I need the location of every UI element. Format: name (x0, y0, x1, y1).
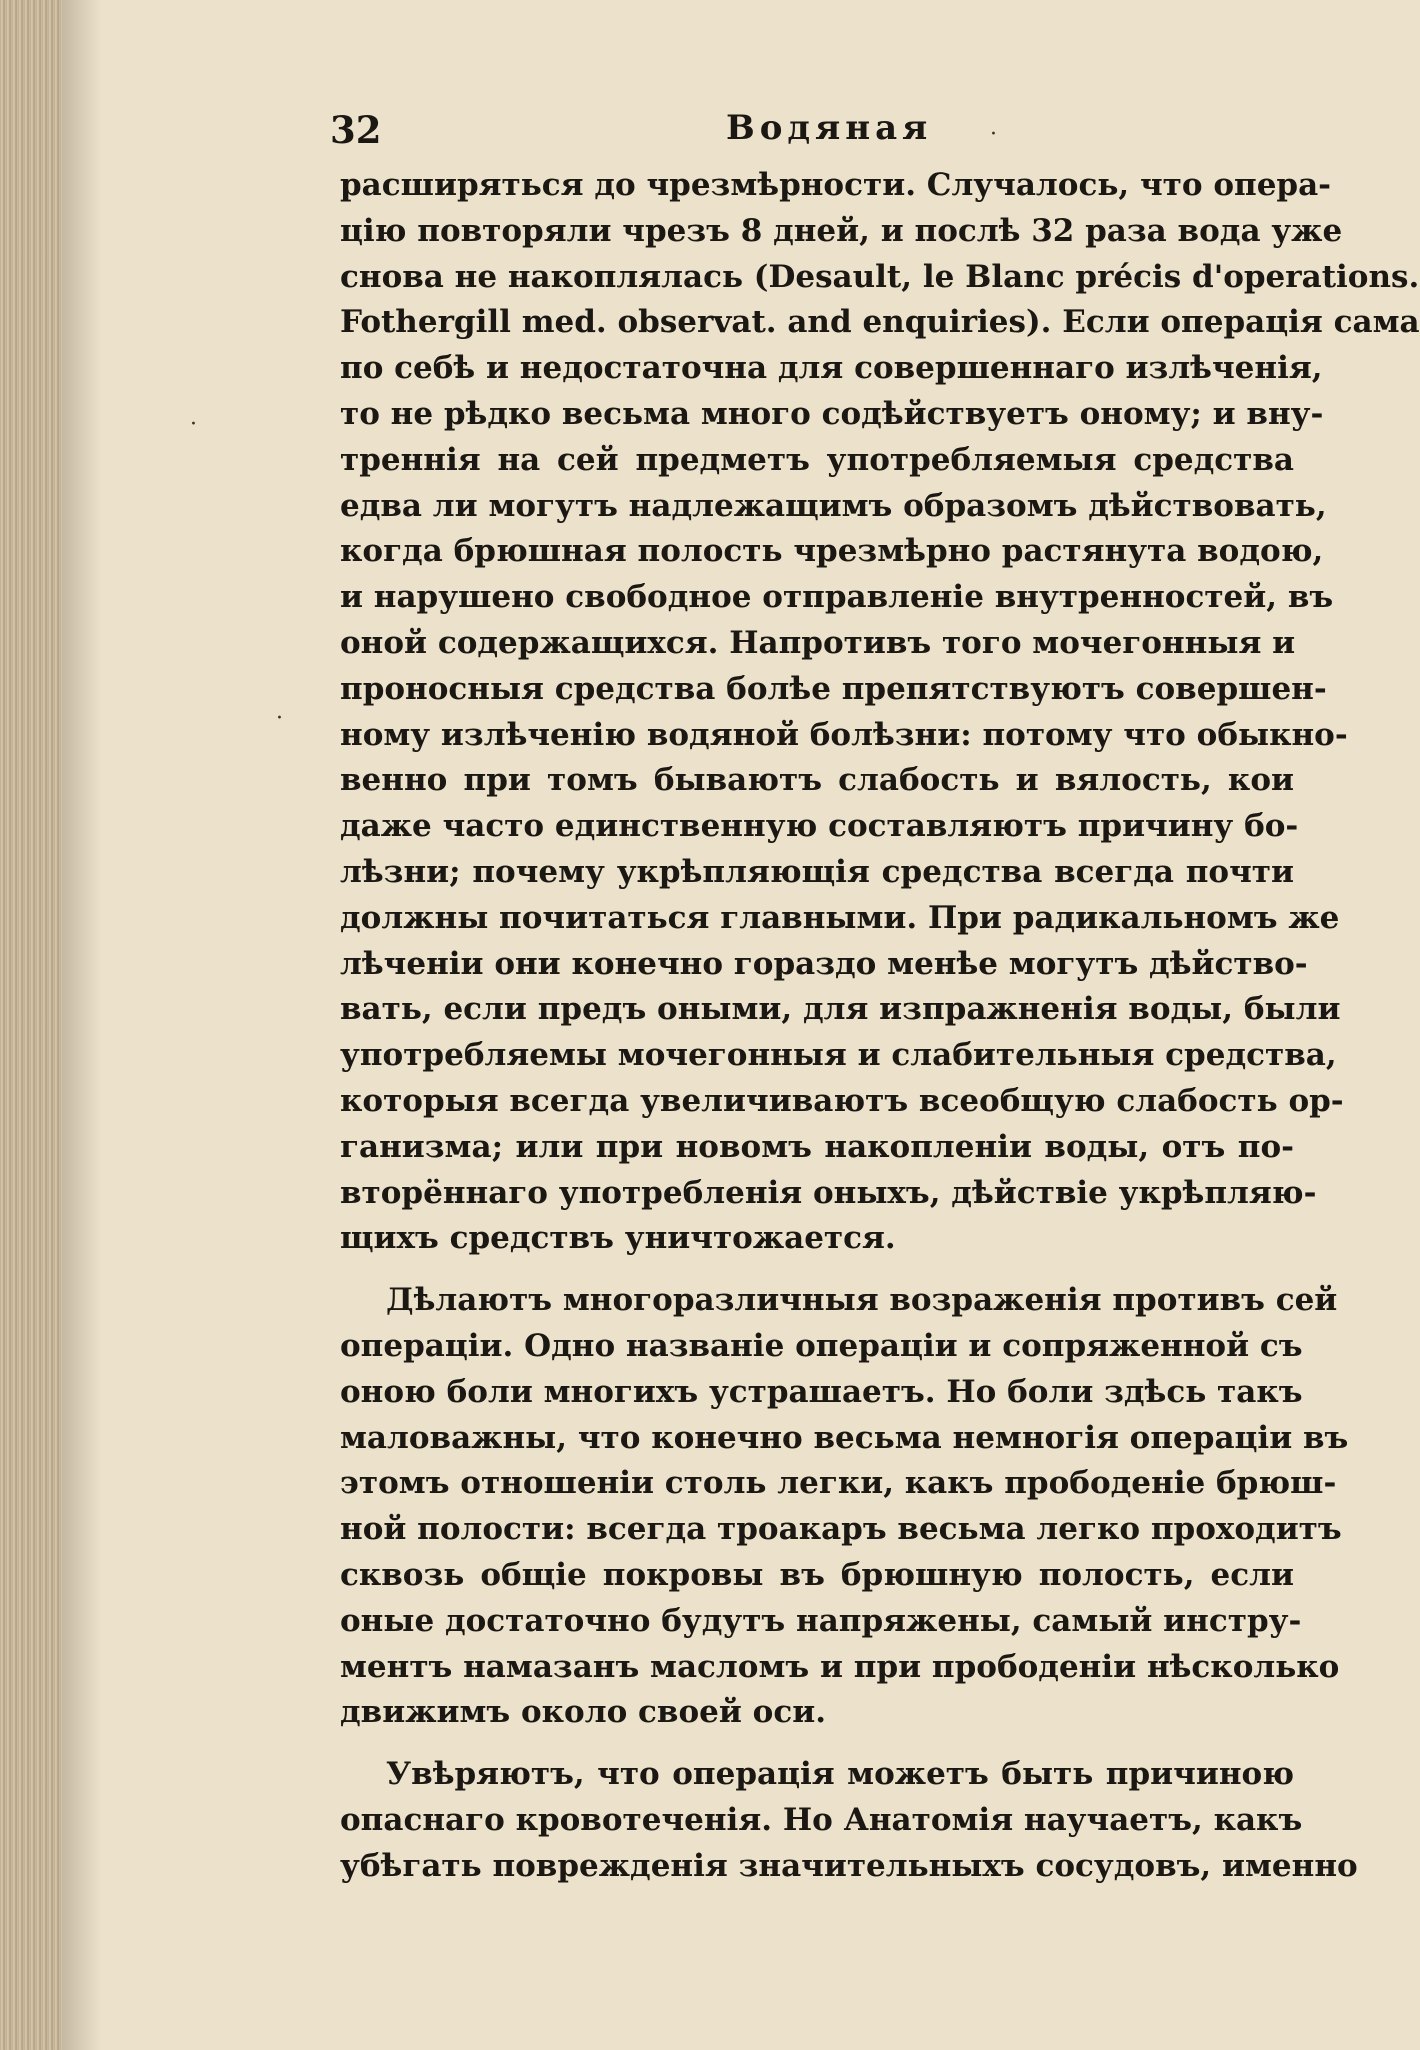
text-line: ментъ намазанъ масломъ и при прободеніи нѣсколько (340, 1648, 1340, 1685)
text-line: вторённаго употребленія оныхъ, дѣйствіе укрѣпляю- (340, 1174, 1317, 1211)
text-line: Увѣряютъ, что операція можетъ быть причиною (386, 1756, 1294, 1793)
text-line: которыя всегда увеличиваютъ всеобщую слабость ор- (340, 1082, 1344, 1119)
running-title: Водяная (726, 108, 933, 148)
text-line: щихъ средствъ уничтожается. (340, 1220, 896, 1257)
paragraph-gap (340, 1262, 1294, 1278)
print-speck: · (990, 122, 997, 147)
page-edge (0, 0, 62, 2050)
text-line: по себѣ и недостаточна для совершеннаго излѣченія, (340, 350, 1323, 387)
text-line: Fothergill med. observat. and enquiries). Если операція сама (340, 304, 1420, 341)
text-line: то не рѣдко весьма много содѣйствуетъ оному; и вну- (340, 395, 1324, 432)
text-line: сквозь общіе покровы въ брюшную полость, если (340, 1556, 1294, 1593)
text-line: опаснаго кровотеченія. Но Анатомія научаетъ, какъ (340, 1801, 1303, 1838)
text-line: ной полости: всегда троакаръ весьма легко проходитъ (340, 1511, 1342, 1548)
print-speck: · (190, 412, 197, 437)
text-line: когда брюшная полость чрезмѣрно растянута водою, (340, 533, 1324, 570)
text-line: Дѣлаютъ многоразличныя возраженія противъ сей (386, 1282, 1338, 1319)
text-line: лѣченіи они конечно гораздо менѣе могутъ дѣйство- (340, 945, 1308, 982)
paragraph-gap (340, 1736, 1294, 1752)
text-line: лѣзни; почему укрѣпляющія средства всегда почти (340, 853, 1294, 890)
text-line: должны почитаться главными. При радикальномъ же (340, 899, 1340, 936)
text-line: снова не накоплялась (Desault, le Blanc précis d'operations. (340, 258, 1420, 295)
text-line: оные достаточно будутъ напряжены, самый инстру- (340, 1602, 1302, 1639)
body-text (340, 163, 1420, 1889)
print-speck: · (276, 706, 283, 731)
text-line: венно при томъ бываютъ слабость и вялость, кои (340, 762, 1294, 799)
text-line: расширяться до чрезмѣрности. Случалось, что опера- (340, 167, 1332, 203)
text-line: операціи. Одно названіе операціи и сопряженной съ (340, 1327, 1303, 1364)
text-line: и нарушено свободное отправленіе внутренностей, въ (340, 579, 1334, 616)
text-line: этомъ отношеніи столь легки, какъ прободеніе брюш- (340, 1465, 1337, 1502)
text-line: проносныя средства болѣе препятствуютъ совершен- (340, 670, 1327, 707)
text-line: движимъ около своей оси. (340, 1694, 826, 1731)
text-line: оною боли многихъ устрашаетъ. Но боли здѣсь такъ (340, 1373, 1303, 1410)
text-line: цію повторяли чрезъ 8 дней, и послѣ 32 раза вода уже (340, 212, 1343, 249)
page-number: 32 (330, 108, 382, 152)
text-line: употребляемы мочегонныя и слабительныя средства, (340, 1037, 1337, 1074)
text-line: вать, если предъ оными, для изпражненія воды, были (340, 991, 1341, 1028)
text-line: маловажны, что конечно весьма немногія операціи въ (340, 1419, 1349, 1456)
text-line: даже часто единственную составляютъ причину бо- (340, 808, 1299, 845)
text-line: ному излѣченію водяной болѣзни: потому что обыкно- (340, 716, 1348, 753)
text-line: ганизма; или при новомъ накопленіи воды, отъ по- (340, 1128, 1294, 1165)
text-line: убѣгать поврежденія значительныхъ сосудовъ, именно (340, 1847, 1358, 1884)
text-line: оной содержащихся. Напротивъ того мочегонныя и (340, 624, 1296, 661)
gutter-shadow (62, 0, 102, 2050)
text-line: едва ли могутъ надлежащимъ образомъ дѣйствовать, (340, 487, 1327, 524)
text-line: треннія на сей предметъ употребляемыя средства (340, 441, 1294, 478)
